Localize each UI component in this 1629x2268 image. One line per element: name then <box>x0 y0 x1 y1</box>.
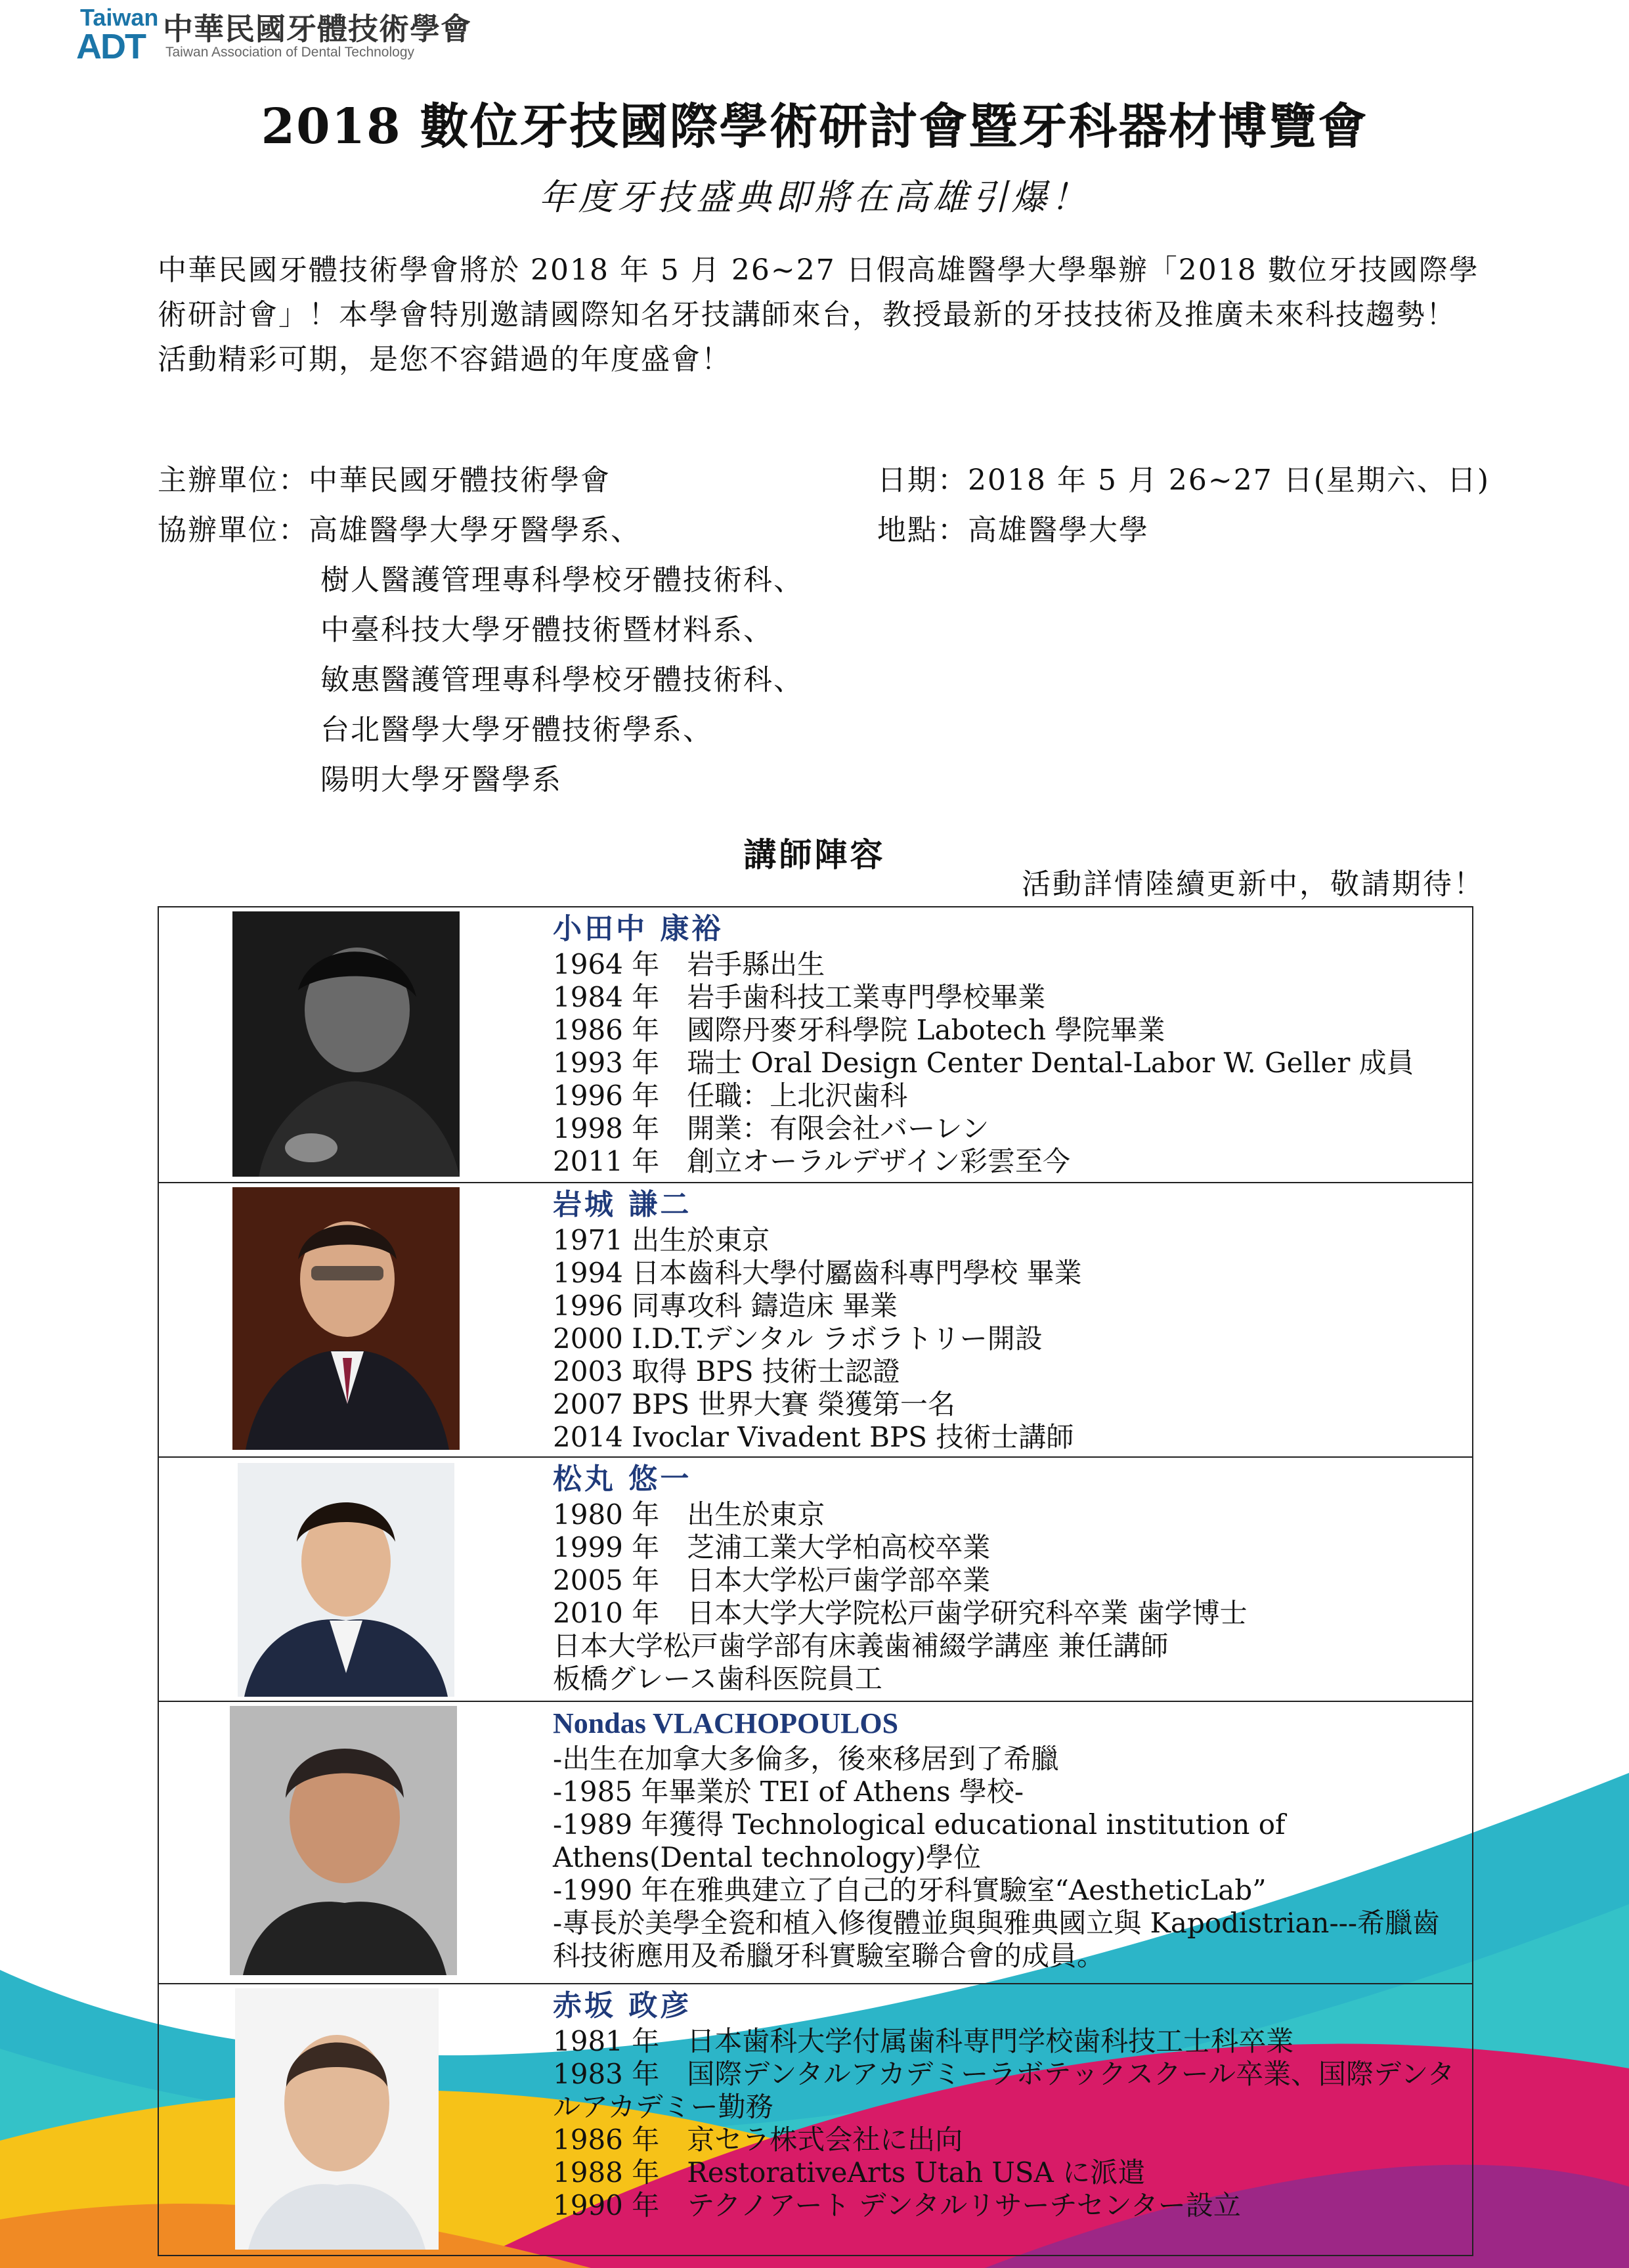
speaker-photo <box>230 1706 457 1975</box>
logo-adt-text: ADT <box>76 27 145 66</box>
bio-line: -1985 年畢業於 TEI of Athens 學校- <box>553 1776 1024 1808</box>
bio-line: -出生在加拿大多倫多，後來移居到了希臘 <box>553 1743 1059 1775</box>
speaker-table <box>158 906 1473 2256</box>
bio-line: 1999 年 芝浦工業大学柏高校卒業 <box>553 1531 991 1563</box>
speaker-info <box>553 1460 1459 1695</box>
speaker-photo <box>238 1463 454 1697</box>
speaker-row <box>159 1702 1472 1984</box>
bio-line: 2005 年 日本大学松戸歯学部卒業 <box>553 1564 991 1596</box>
bio-line: 1998 年 開業：有限会社バーレン <box>553 1112 989 1145</box>
co-organizer-item: 樹人醫護管理專科學校牙體技術科、 <box>320 563 804 597</box>
speaker-row <box>159 1984 1472 2255</box>
speaker-info <box>553 910 1459 1178</box>
speaker-name: 岩城 謙二 <box>553 1188 692 1221</box>
bio-line: 1964 年 岩手縣出生 <box>553 948 825 980</box>
bio-line: 1980 年 出生於東京 <box>553 1498 825 1531</box>
speaker-name: 小田中 康裕 <box>553 912 724 946</box>
lecturers-heading: 講師陣容 <box>743 835 886 874</box>
intro-paragraph: 中華民國牙體技術學會將於 2018 年 5 月 26~27 日假高雄醫學大學舉辦「2018 數位牙技國際學術研討會」！本學會特別邀請國際知名牙技講師來台，教授最新的牙技技術及推廣未來科技趨勢！活動精彩可期，是您不容錯過的年度盛會！ <box>158 253 1479 376</box>
organizer-info <box>158 456 804 805</box>
bio-line: 1994 日本齒科大學付屬齒科專門學校 畢業 <box>553 1257 1082 1289</box>
speaker-name: Nondas VLACHOPOULOS <box>553 1707 899 1739</box>
bio-line: 1971 出生於東京 <box>553 1224 770 1256</box>
speaker-row <box>159 1458 1472 1702</box>
bio-line: 板橋グレース歯科医院員工 <box>553 1663 882 1695</box>
bio-line: -1989 年獲得 Technological educational institution of Athens(Dental technology)學位 <box>553 1808 1286 1873</box>
logo-chinese-name: 中華民國牙體技術學會 <box>163 11 471 47</box>
co-organizer-item: 陽明大學牙醫學系 <box>320 763 562 796</box>
bio-line: 1986 年 京セラ株式会社に出向 <box>553 2124 963 2156</box>
bio-line: 1990 年 テクノアート デンタルリサーチセンター設立 <box>553 2189 1241 2221</box>
page-subtitle: 年度牙技盛典即將在高雄引爆！ <box>538 177 1091 218</box>
host-name: 中華民國牙體技術學會 <box>309 464 611 497</box>
bio-line: 1993 年 瑞士 Oral Design Center Dental-Labor W. Geller 成員 <box>553 1047 1414 1079</box>
co-organizer-item: 台北醫學大學牙體技術學系、 <box>320 713 713 747</box>
bio-line: 日本大学松戸歯学部有床義歯補綴学講座 兼任講師 <box>553 1630 1169 1662</box>
speaker-name: 松丸 悠一 <box>553 1462 692 1496</box>
co-organizer-label: 協辦單位： <box>158 513 309 547</box>
co-organizer-item: 中臺科技大學牙體技術暨材料系、 <box>320 613 773 647</box>
speaker-photo <box>232 1187 460 1450</box>
co-organizer-item: 高雄醫學大學牙醫學系、 <box>309 513 641 547</box>
event-venue: 地點：高雄醫學大學 <box>877 513 1149 547</box>
bio-line: 1988 年 RestorativeArts Utah USA に派遣 <box>553 2156 1146 2189</box>
association-logo <box>72 0 479 66</box>
speaker-info <box>553 1987 1459 2222</box>
speaker-photo <box>232 911 460 1177</box>
bio-line: 1983 年 国際デンタルアカデミーラボテックスクール卒業、国際デンタルアカデミー勤務 <box>553 2058 1455 2123</box>
bio-line: 1996 同專攻科 鑄造床 畢業 <box>553 1290 898 1322</box>
bio-line: -專長於美學全瓷和植入修復體並與與雅典國立與 Kapodistrian---希臘齒科技術應用及希臘牙科實驗室聯合會的成員。 <box>553 1907 1441 1972</box>
event-date: 日期：2018 年 5 月 26~27 日(星期六、日) <box>877 464 1490 497</box>
speaker-name: 赤坂 政彦 <box>553 1989 692 2022</box>
co-organizer-row <box>158 506 804 556</box>
bio-line: 2003 取得 BPS 技術士認證 <box>553 1355 900 1387</box>
bio-line: 1986 年 國際丹麥牙科學院 Labotech 學院畢業 <box>553 1014 1165 1046</box>
bio-line: 2014 Ivoclar Vivadent BPS 技術士講師 <box>553 1421 1074 1453</box>
bio-line: 2007 BPS 世界大賽 榮獲第一名 <box>553 1388 955 1420</box>
update-note: 活動詳情陸續更新中，敬請期待！ <box>1022 867 1485 901</box>
speaker-info <box>553 1705 1459 1973</box>
bio-line: 2000 I.D.T.デンタル ラボラトリー開設 <box>553 1322 1043 1355</box>
speaker-info <box>553 1186 1459 1454</box>
speaker-row <box>159 1183 1472 1458</box>
bio-line: -1990 年在雅典建立了自己的牙科實驗室“AestheticLab” <box>553 1874 1267 1906</box>
bio-line: 1984 年 岩手歯科技工業専門學校畢業 <box>553 981 1046 1013</box>
bio-line: 1996 年 任職：上北沢歯科 <box>553 1079 908 1112</box>
speaker-row <box>159 907 1472 1183</box>
logo-taiwan-text: Taiwan <box>80 4 159 31</box>
page-title: 2018 數位牙技國際學術研討會暨牙科器材博覽會 <box>261 98 1368 155</box>
speaker-photo <box>235 1988 439 2250</box>
host-label: 主辦單位： <box>158 464 309 497</box>
host-row <box>158 456 804 506</box>
bio-line: 2010 年 日本大学大学院松戸歯学研究科卒業 歯学博士 <box>553 1597 1248 1629</box>
logo-english-name: Taiwan Association of Dental Technology <box>165 45 415 60</box>
bio-line: 2011 年 創立オーラルデザイン彩雲至今 <box>553 1145 1071 1177</box>
co-organizer-item: 敏惠醫護管理專科學校牙體技術科、 <box>320 663 804 697</box>
bio-line: 1981 年 日本歯科大学付属歯科専門学校歯科技工士科卒業 <box>553 2025 1294 2057</box>
event-info <box>877 456 1490 556</box>
